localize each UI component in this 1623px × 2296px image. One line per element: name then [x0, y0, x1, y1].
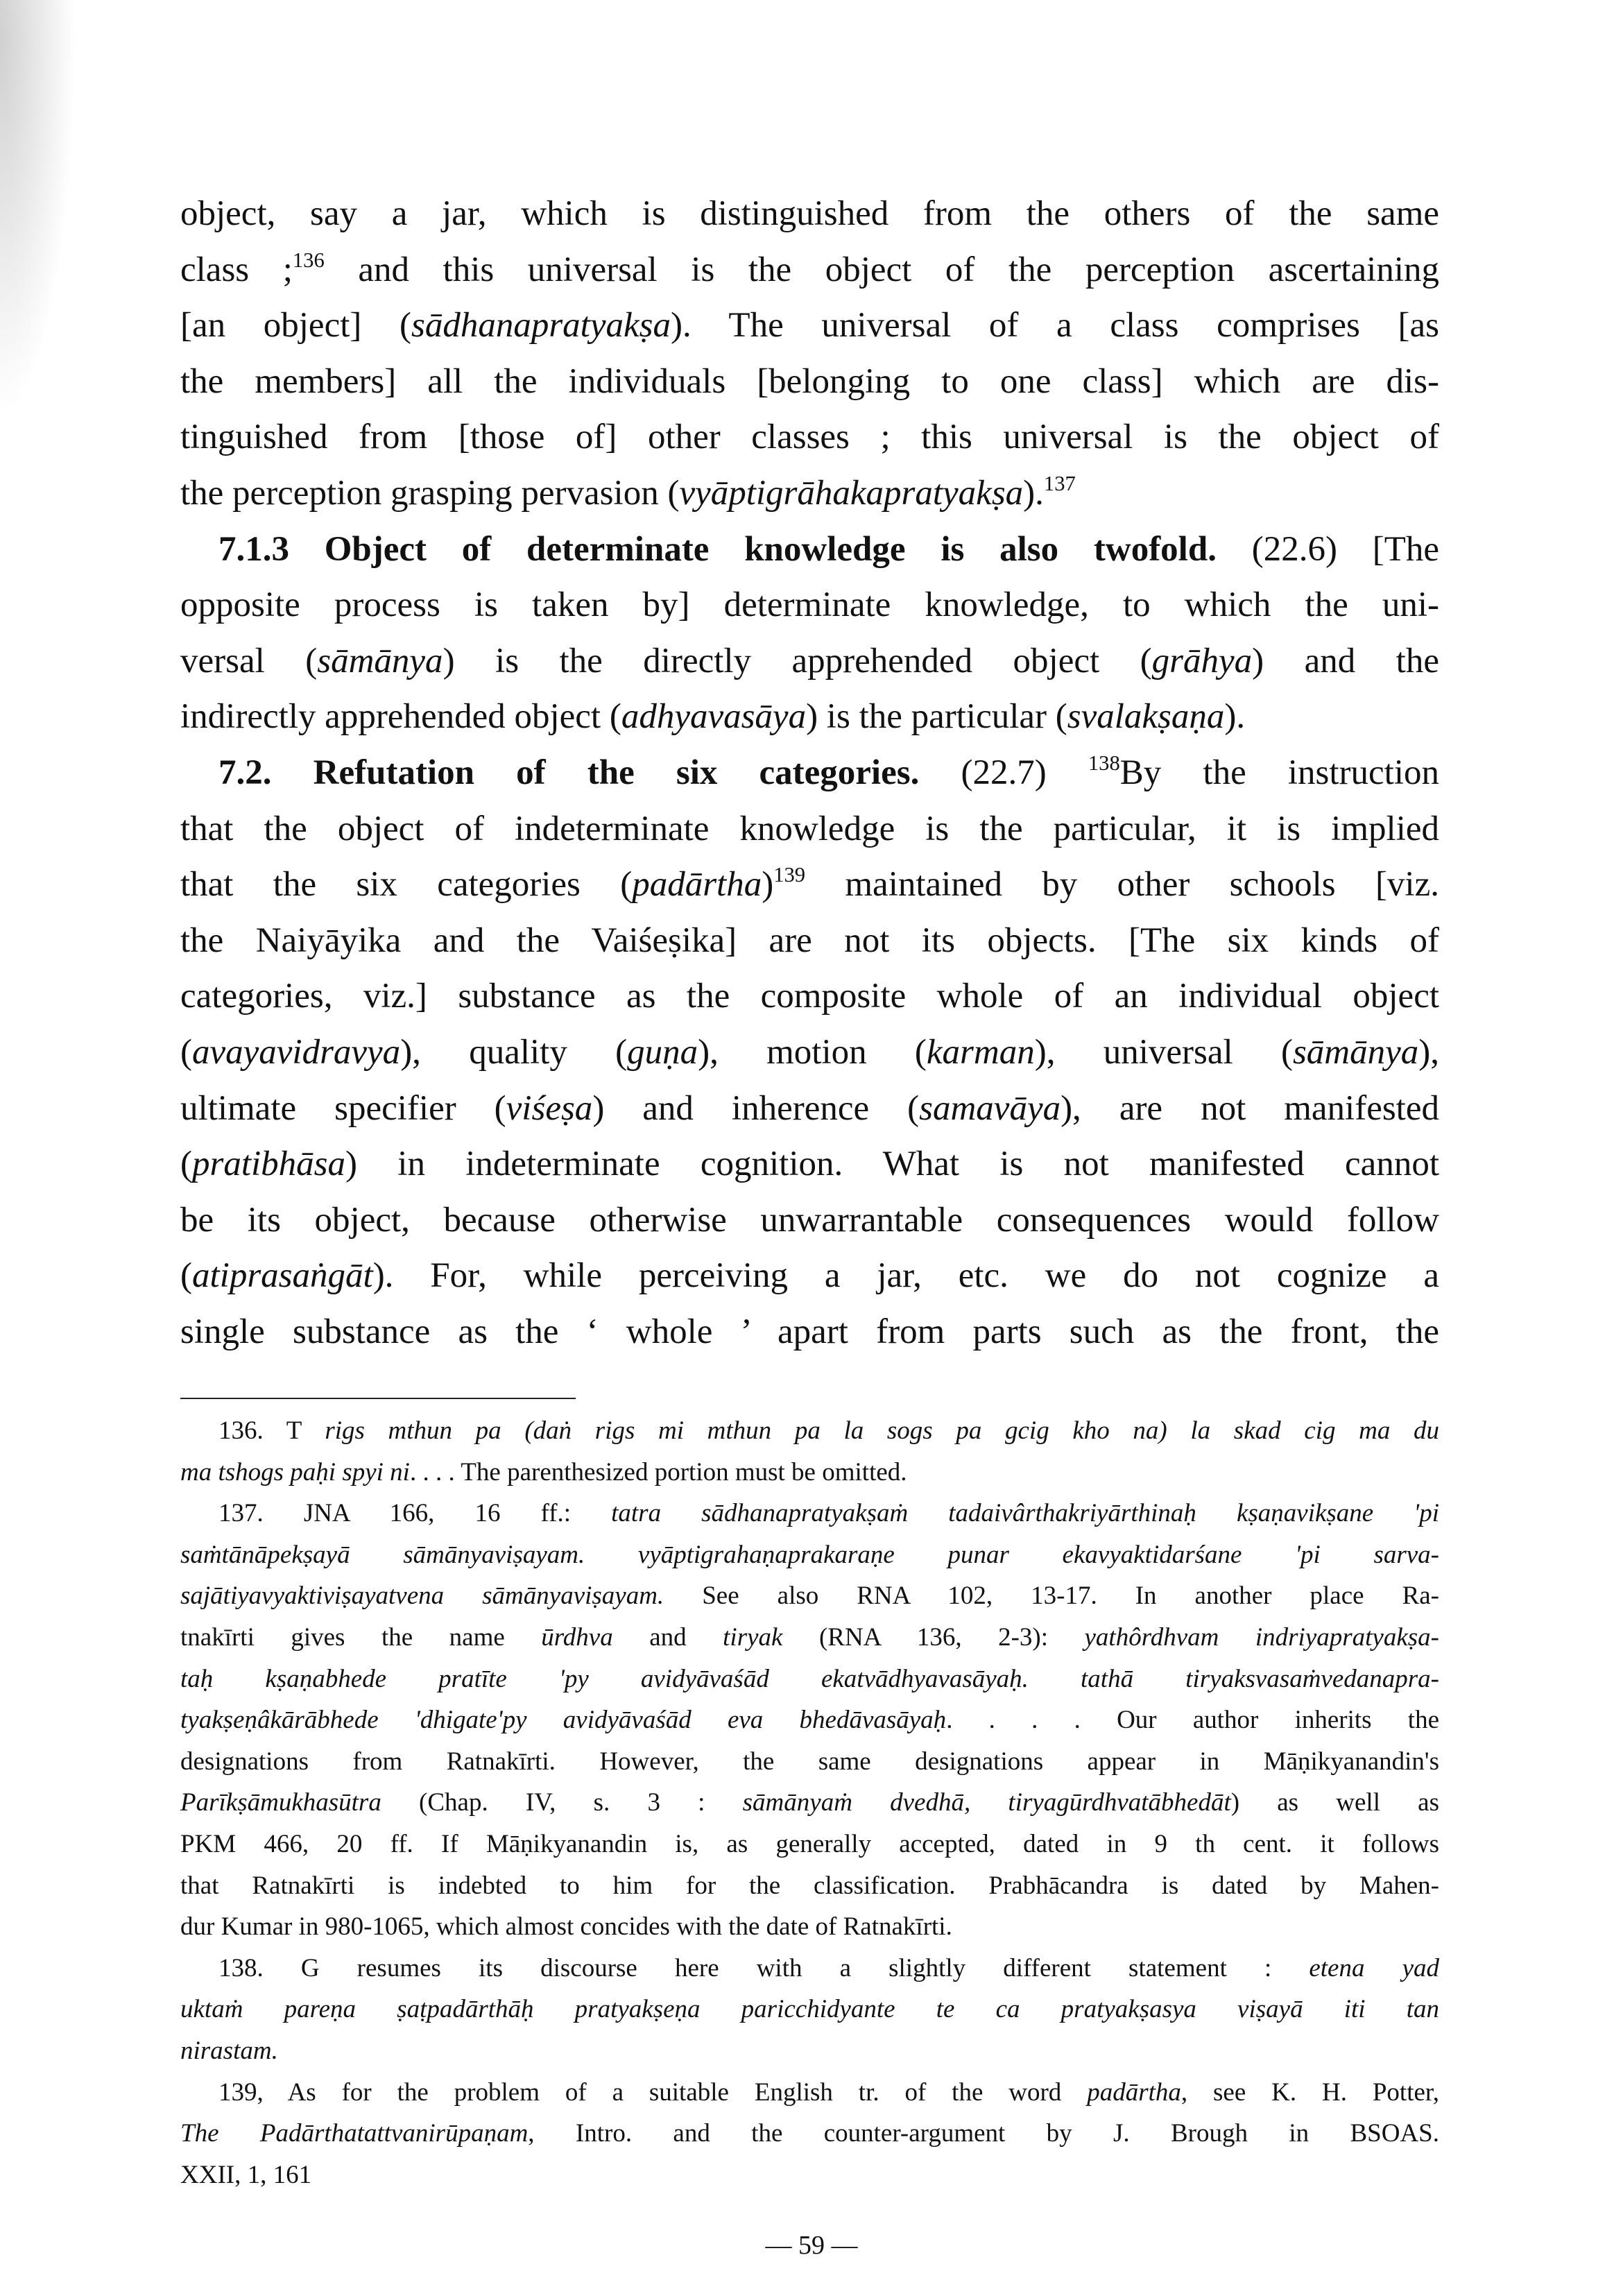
italic-term: grāhya	[1151, 641, 1253, 680]
text-run: . . . . Our author inherits the	[946, 1706, 1439, 1735]
scan-artifact	[0, 0, 76, 416]
text-run: single substance as the ‘ whole ’ apart from parts such as the front, the	[180, 1312, 1439, 1351]
text-line	[180, 913, 1439, 969]
footnote-ref: 139	[773, 863, 806, 887]
section-heading: 7.2. Refutation of the six categories.	[218, 753, 920, 792]
italic-term: saṁtānāpekṣayā sāmānyaviṣayam. vyāptigrahaṇaprakaraṇe punar ekavyaktidarśane 'pi sarva-	[180, 1540, 1439, 1569]
footnotes	[180, 1410, 1439, 2195]
text-run: tinguished from [those of] other classes ; this universal is the object of	[180, 418, 1439, 457]
italic-term: sāmānya	[1292, 1032, 1419, 1072]
text-run: , Intro. and the counter-argument by J. Brough in BSOAS.	[528, 2119, 1439, 2148]
footnote-line	[180, 1575, 1439, 1617]
footnote-line	[180, 2030, 1439, 2072]
text-run: (RNA 136, 2-3):	[782, 1622, 1085, 1652]
footnote-line	[180, 1617, 1439, 1659]
text-run: XXII, 1, 161	[180, 2160, 312, 2189]
text-run: ), are not manifested	[1060, 1088, 1439, 1128]
italic-term: tatra sādhanapratyakṣaṁ tadaivârthakriyārthinaḥ kṣaṇavikṣane 'pi	[611, 1499, 1439, 1528]
text-run: and this universal is the object of the perception ascertaining	[324, 250, 1439, 289]
footnote-line	[180, 1782, 1439, 1824]
text-line	[180, 242, 1439, 298]
footnote-line	[180, 1410, 1439, 1452]
text-run: ) and inherence (	[592, 1088, 920, 1128]
text-line	[180, 801, 1439, 857]
italic-term: sādhanapratyakṣa	[411, 306, 671, 345]
text-run: class ;	[180, 250, 293, 289]
italic-term: yathôrdhvam indriyapratyakṣa-	[1084, 1622, 1439, 1652]
text-line	[180, 633, 1439, 689]
footnote-line	[180, 1452, 1439, 1493]
page-number: — 59 —	[765, 2231, 858, 2260]
text-line	[180, 1081, 1439, 1137]
italic-term: vyāptigrāhakapratyakṣa	[679, 473, 1024, 513]
italic-term: adhyavasāya	[621, 697, 807, 737]
text-run: ) in indeterminate cognition. What is not manifested cannot	[345, 1145, 1439, 1184]
text-run: dur Kumar in 980-1065, which almost concides with the date of Ratnakīrti.	[180, 1912, 952, 1942]
italic-term: The Padārthatattvanirūpaṇam	[180, 2119, 529, 2148]
text-run: tnakīrti gives the name	[180, 1622, 542, 1652]
text-run: indirectly apprehended object (	[180, 697, 621, 737]
italic-term: ma tshogs paḥi spyi ni	[180, 1457, 410, 1487]
text-line	[180, 1192, 1439, 1249]
text-run: opposite process is taken by] determinate knowledge, to which the uni-	[180, 585, 1439, 625]
italic-term: viśeṣa	[506, 1088, 593, 1128]
text-run: maintained by other schools [viz.	[805, 865, 1439, 905]
text-run: the members] all the individuals [belonging to one class] which are dis-	[180, 361, 1439, 401]
italic-term: guṇa	[627, 1032, 698, 1072]
text-run: ).	[1224, 697, 1246, 737]
text-run: (22.7)	[919, 753, 1088, 792]
italic-term: rigs mthun pa (daṅ rigs mi mthun pa la sogs pa gcig kho na) la skad cig ma du	[325, 1416, 1439, 1445]
text-run: ). The universal of a class comprises [as	[670, 306, 1439, 345]
italic-term: karman	[926, 1032, 1035, 1072]
text-run: the perception grasping pervasion (	[180, 473, 680, 513]
text-run: that the six categories (	[180, 865, 633, 905]
footnote-line	[180, 1699, 1439, 1741]
text-run: ultimate specifier (	[180, 1088, 506, 1128]
text-run: and	[612, 1622, 723, 1652]
text-run: versal (	[180, 641, 318, 680]
footnote-ref: 138	[1088, 751, 1120, 776]
italic-term: tyakṣeṇâkārābhede 'dhigate'py avidyāvaśād eva bhedāvasāyaḥ	[180, 1706, 947, 1735]
italic-term: Parīkṣāmukhasūtra	[180, 1788, 381, 1817]
italic-term: ūrdhva	[541, 1622, 613, 1652]
footnote-ref: 137	[1043, 472, 1076, 496]
text-run: )	[762, 865, 774, 905]
text-line	[180, 1025, 1439, 1081]
italic-term: avayavidravya	[191, 1032, 401, 1072]
text-run: categories, viz.] substance as the composite whole of an individual object	[180, 977, 1439, 1016]
text-run: By the instruction	[1119, 753, 1440, 792]
italic-term: samavāya	[919, 1088, 1061, 1128]
text-run: See also RNA 102, 13-17. In another place Ra-	[664, 1582, 1439, 1611]
text-run: , see K. H. Potter,	[1180, 2077, 1439, 2107]
italic-term: etena yad	[1309, 1953, 1439, 1982]
text-run: ), quality (	[400, 1032, 628, 1072]
italic-term: taḥ kṣaṇabhede pratīte 'py avidyāvaśād ekatvādhyavasāyaḥ. tathā tiryaksvasaṁvedanapra-	[180, 1664, 1439, 1693]
text-line	[180, 577, 1439, 633]
text-run: 137. JNA 166, 16 ff.:	[218, 1499, 612, 1528]
text-run: be its object, because otherwise unwarrantable consequences would follow	[180, 1200, 1439, 1240]
text-run: (Chap. IV, s. 3 :	[381, 1788, 743, 1817]
text-line	[180, 522, 1439, 578]
text-run: 136. T	[218, 1416, 325, 1445]
italic-term: padārtha	[1087, 2077, 1181, 2107]
text-run: . . . . The parenthesized portion must be omitted.	[409, 1457, 907, 1487]
text-line	[180, 409, 1439, 465]
text-line	[180, 745, 1439, 801]
text-run: object, say a jar, which is distinguished from the others of the same	[180, 194, 1439, 233]
text-run: ) is the directly apprehended object (	[443, 641, 1152, 680]
footnote-ref: 136	[292, 248, 325, 272]
text-run: 139, As for the problem of a suitable English tr. of the word	[218, 2077, 1088, 2107]
text-run: (	[180, 1032, 192, 1072]
text-run: designations from Ratnakīrti. However, the same designations appear in Māṇikyanandin's	[180, 1747, 1439, 1776]
text-run: 138. G resumes its discourse here with a slightly different statement :	[218, 1953, 1309, 1982]
italic-term: tiryak	[723, 1622, 783, 1652]
footnote-line	[180, 1989, 1439, 2030]
text-run: ), motion (	[698, 1032, 927, 1072]
text-run: (	[180, 1256, 192, 1296]
section-heading: 7.1.3 Object of determinate knowledge is also twofold.	[218, 529, 1217, 569]
text-line	[180, 857, 1439, 913]
text-run: ).	[1023, 473, 1044, 513]
footnote-divider	[180, 1398, 576, 1399]
text-line	[180, 186, 1439, 242]
text-line	[180, 689, 1439, 745]
italic-term: sāmānyaṁ dvedhā, tiryagūrdhvatābhedāt	[742, 1788, 1231, 1817]
italic-term: pratibhāsa	[191, 1145, 346, 1184]
text-run: ) and the	[1252, 641, 1439, 680]
text-line	[180, 298, 1439, 354]
text-line	[180, 1248, 1439, 1304]
text-line	[180, 1304, 1439, 1360]
text-run: the Naiyāyika and the Vaiśeṣika] are not its objects. [The six kinds of	[180, 920, 1439, 960]
footnote-line	[180, 1948, 1439, 1989]
italic-term: atiprasaṅgāt	[191, 1256, 373, 1296]
text-run: that Ratnakīrti is indebted to him for the classification. Prabhācandra is dated by Mahen-	[180, 1871, 1439, 1900]
text-run: (22.6) [The	[1216, 529, 1439, 569]
text-line	[180, 968, 1439, 1025]
footnote-line	[180, 2072, 1439, 2114]
main-text	[180, 186, 1439, 1360]
text-run: PKM 466, 20 ff. If Māṇikyanandin is, as generally accepted, dated in 9 th cent. it follows	[180, 1829, 1439, 1858]
text-run: (	[180, 1145, 192, 1184]
italic-term: sajātiyavyaktiviṣayatvena sāmānyaviṣayam.	[180, 1582, 664, 1611]
text-run: ), universal (	[1034, 1032, 1293, 1072]
footnote-line	[180, 1906, 1439, 1948]
italic-term: uktaṁ pareṇa ṣaṭpadārthāḥ pratyakṣeṇa paricchidyante te ca pratyakṣasya viṣayā iti tan	[180, 1995, 1439, 2024]
footnote-line	[180, 1865, 1439, 1907]
footnote-line	[180, 1534, 1439, 1576]
footnote-line	[180, 2113, 1439, 2154]
text-run: ) is the particular (	[806, 697, 1067, 737]
footnote-line	[180, 1824, 1439, 1865]
italic-term: padārtha	[632, 865, 762, 905]
footnote-line	[180, 2154, 1439, 2196]
text-run: that the object of indeterminate knowledge is the particular, it is implied	[180, 809, 1439, 848]
italic-term: svalakṣaṇa	[1067, 697, 1225, 737]
italic-term: nirastam.	[180, 2036, 278, 2065]
text-line	[180, 354, 1439, 410]
text-run: ) as well as	[1230, 1788, 1440, 1817]
text-run: ). For, while perceiving a jar, etc. we do not cognize a	[372, 1256, 1439, 1296]
text-line	[180, 465, 1439, 522]
text-run: [an object] (	[180, 306, 411, 345]
footnote-line	[180, 1493, 1439, 1534]
text-run: ),	[1418, 1032, 1439, 1072]
footnote-line	[180, 1659, 1439, 1700]
italic-term: sāmānya	[317, 641, 443, 680]
text-line	[180, 1136, 1439, 1192]
footnote-line	[180, 1741, 1439, 1783]
